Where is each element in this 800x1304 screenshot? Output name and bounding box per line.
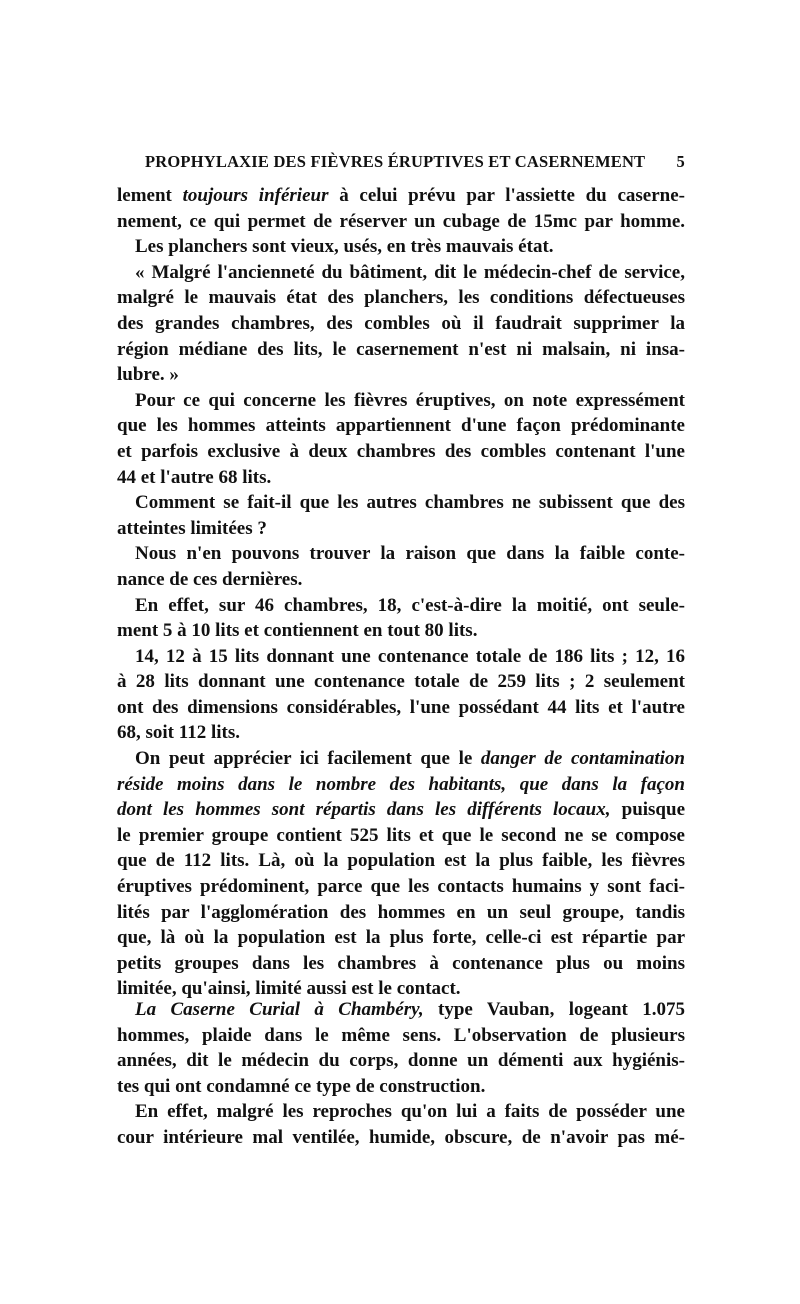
- text-line: que de 112 lits. Là, où la population est la plus faible, les fièvres: [117, 850, 685, 872]
- text-line: [117, 772, 685, 798]
- page-number: 5: [676, 152, 685, 171]
- italic-emphasis: toujours inférieur: [182, 185, 329, 206]
- text-line: lement toujours inférieur à celui prévu par l'assiette du caserne-: [117, 185, 685, 206]
- italic-emphasis: danger de contamination: [480, 748, 685, 770]
- text-line: En effet, sur 46 chambres, 18, c'est-à-dire la moitié, ont seule-: [135, 594, 685, 616]
- text-line: à 28 lits donnant une contenance totale de 259 lits ; 2 seulement: [117, 671, 685, 693]
- text-line: Comment se fait-il que les autres chambres ne subissent que des: [135, 492, 685, 514]
- text-line: ment 5 à 10 lits et contiennent en tout 80 lits.: [117, 620, 478, 642]
- text-line: Les planchers sont vieux, usés, en très mauvais état.: [135, 236, 554, 258]
- text-line: que les hommes atteints appartiennent d'une façon prédominante: [117, 415, 685, 437]
- text-line: Pour ce qui concerne les fièvres éruptives, on note expressément: [135, 389, 685, 411]
- text-line: La Caserne Curial à Chambéry, type Vauban, logeant 1.075: [135, 999, 685, 1020]
- text-line: années, dit le médecin du corps, donne un démenti aux hygiénis-: [117, 1050, 685, 1072]
- running-head: [145, 152, 685, 176]
- text-line: lités par l'agglomération des hommes en un seul groupe, tandis: [117, 901, 685, 923]
- text-line: le premier groupe contient 525 lits et que le second ne se compose: [117, 824, 685, 846]
- text-line: que, là où la population est la plus forte, celle-ci est répartie par: [117, 927, 685, 949]
- italic-emphasis: dont les hommes sont répartis dans les différents locaux,: [117, 799, 611, 821]
- text-line: atteintes limitées ?: [117, 517, 267, 539]
- text-line: dont les hommes sont répartis dans les différents locaux, puisque: [117, 799, 685, 821]
- text-line: petits groupes dans les chambres à contenance plus ou moins: [117, 952, 685, 974]
- text-line: et parfois exclusive à deux chambres des combles contenant l'une: [117, 440, 685, 462]
- text-line: On peut apprécier ici facilement que le danger de contamination: [135, 748, 685, 770]
- text-line: des grandes chambres, des combles où il faudrait supprimer la: [117, 312, 685, 334]
- text-line: « Malgré l'ancienneté du bâtiment, dit le médecin-chef de service,: [135, 261, 685, 283]
- text-line: limitée, qu'ainsi, limité aussi est le contact.: [117, 978, 461, 1000]
- text-line: région médiane des lits, le casernement n'est ni malsain, ni insa-: [117, 338, 685, 360]
- text-line: lubre. »: [117, 364, 179, 386]
- text-line: nement, ce qui permet de réserver un cubage de 15mc par homme.: [117, 210, 685, 232]
- running-head-title: PROPHYLAXIE DES FIÈVRES ÉRUPTIVES ET CASERNEMENT: [145, 152, 646, 171]
- body-text-block: [117, 183, 685, 1002]
- text-line: malgré le mauvais état des planchers, les conditions défectueuses: [117, 287, 685, 309]
- text-line: ont des dimensions considérables, l'une possédant 44 lits et l'autre: [117, 696, 685, 718]
- italic-emphasis: réside moins dans le nombre des habitants, que dans la façon: [117, 773, 685, 795]
- text-line: Nous n'en pouvons trouver la raison que dans la faible conte-: [135, 543, 685, 565]
- text-line: 68, soit 112 lits.: [117, 722, 240, 744]
- body-text-block: [117, 997, 685, 1151]
- text-line: éruptives prédominent, parce que les contacts humains y sont faci-: [117, 876, 685, 898]
- text-line: 44 et l'autre 68 lits.: [117, 466, 272, 488]
- text-line: nance de ces dernières.: [117, 568, 303, 590]
- text-line: En effet, malgré les reproches qu'on lui a faits de posséder une: [135, 1101, 685, 1123]
- text-line: hommes, plaide dans le même sens. L'observation de plusieurs: [117, 1024, 685, 1046]
- text-line: 14, 12 à 15 lits donnant une contenance totale de 186 lits ; 12, 16: [135, 645, 685, 667]
- text-line: cour intérieure mal ventilée, humide, obscure, de n'avoir pas mé-: [117, 1126, 685, 1148]
- text-line: tes qui ont condamné ce type de construction.: [117, 1075, 486, 1097]
- italic-emphasis: La Caserne Curial à Chambéry,: [135, 999, 424, 1020]
